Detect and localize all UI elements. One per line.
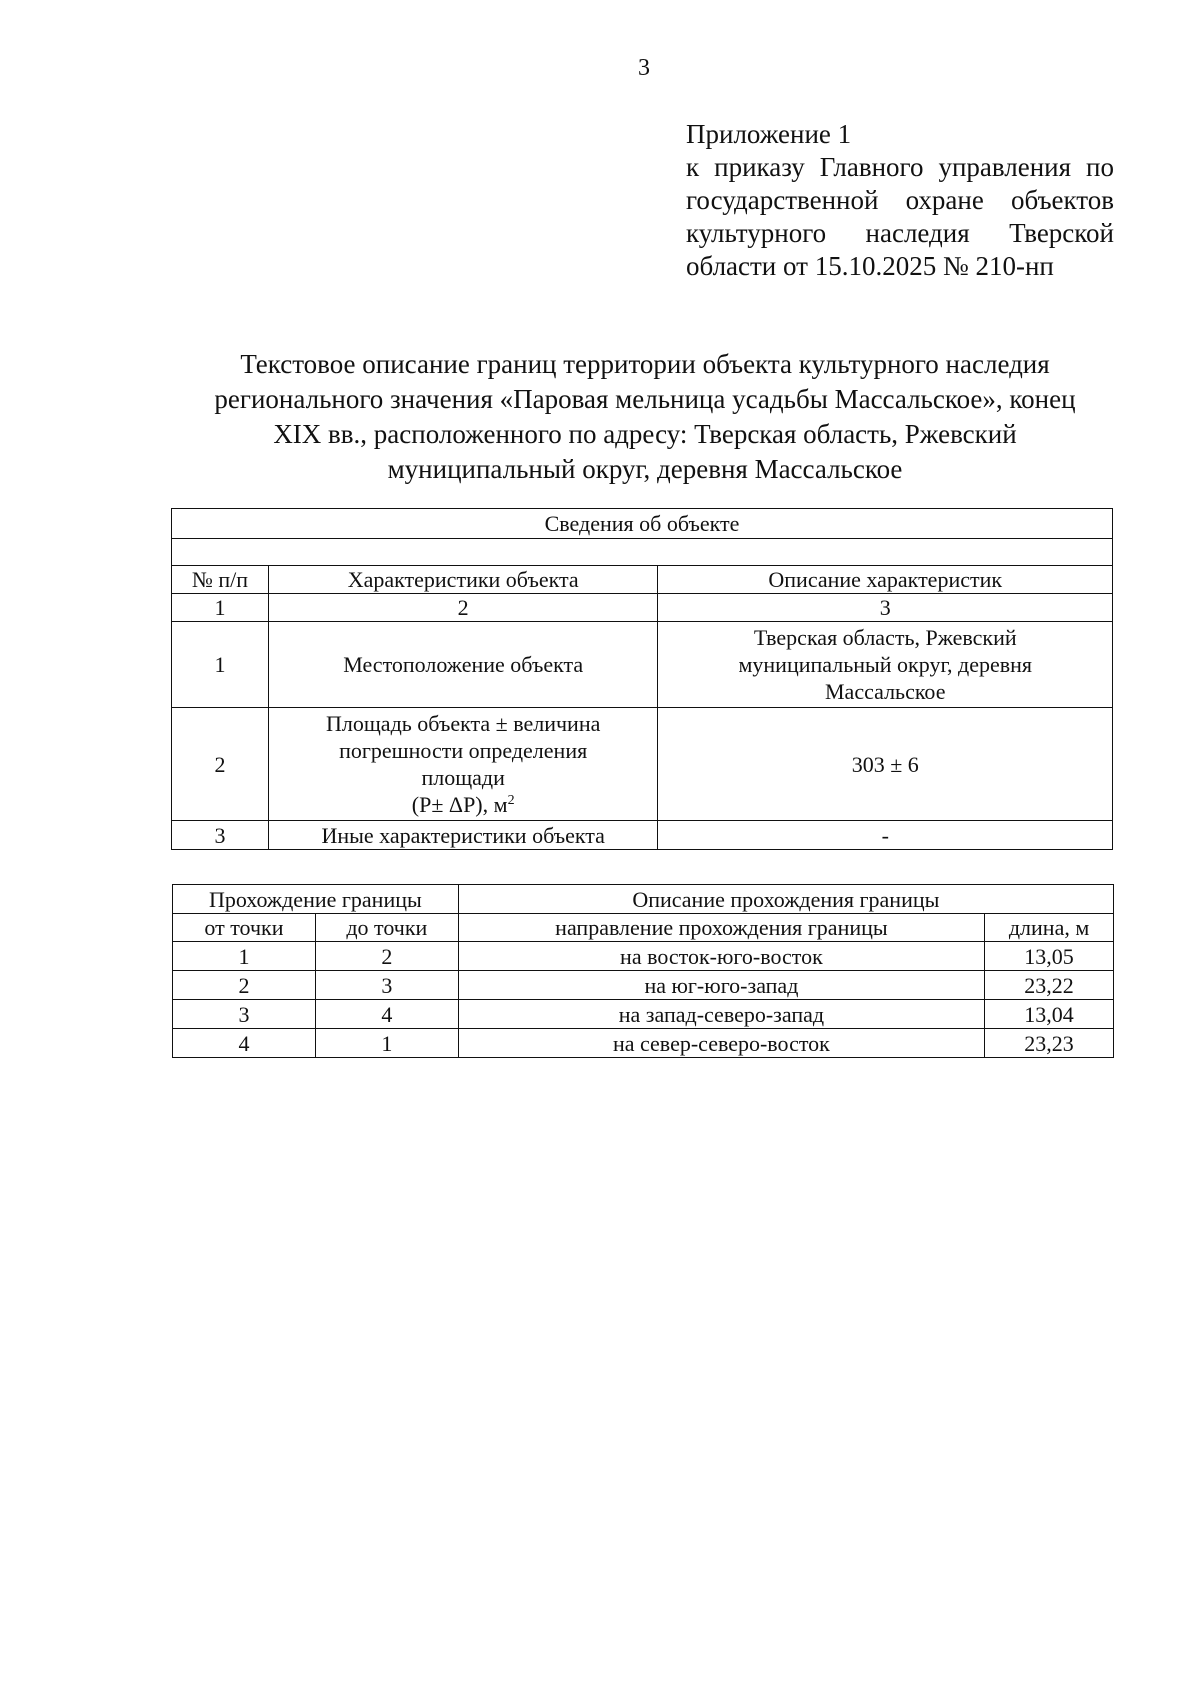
table-row [173, 942, 1114, 971]
characteristic-cell [268, 708, 658, 821]
length: 13,04 [985, 1000, 1114, 1029]
column-header: Описание характеристик [658, 566, 1113, 594]
direction: на север-северо-восток [458, 1029, 984, 1058]
table-header-row [173, 885, 1114, 914]
column-numbering-row [172, 594, 1113, 622]
direction: на запад-северо-запад [458, 1000, 984, 1029]
column-number: 1 [172, 594, 269, 622]
length: 23,22 [985, 971, 1114, 1000]
appendix-line: области от 15.10.2025 № 210-нп [686, 251, 1054, 281]
description-text: Тверская область, Ржевский [753, 625, 1017, 650]
table-row [173, 1029, 1114, 1058]
characteristic-cell [268, 821, 658, 850]
length: 13,05 [985, 942, 1114, 971]
column-number: 2 [268, 594, 658, 622]
to-point: 4 [315, 1000, 458, 1029]
appendix-line: культурного наследия Тверской [686, 218, 1114, 248]
table-header-row [172, 566, 1113, 594]
column-header: № п/п [172, 566, 269, 594]
column-header: до точки [315, 914, 458, 942]
characteristic-text: Местоположение объекта [343, 652, 584, 677]
object-info-table [171, 508, 1113, 850]
description-text: Массальское [825, 679, 946, 704]
from-point: 2 [173, 971, 316, 1000]
document-title [170, 347, 1120, 487]
table-subheader-row [173, 914, 1114, 942]
row-number: 2 [172, 708, 269, 821]
row-number: 1 [172, 622, 269, 708]
page-number: 3 [638, 55, 650, 81]
table-row [172, 821, 1113, 850]
characteristic-text: погрешности определения [339, 738, 588, 763]
area-formula-superscript: 2 [507, 793, 515, 808]
table-empty-cell [172, 539, 1113, 566]
table-caption: Сведения об объекте [172, 509, 1113, 539]
table-row [173, 1000, 1114, 1029]
group-header: Прохождение границы [173, 885, 459, 914]
table-row [172, 622, 1113, 708]
table-caption-row [172, 509, 1113, 539]
appendix-title: Приложение 1 [686, 119, 852, 149]
description-text: муниципальный округ, деревня [738, 652, 1032, 677]
table-row [173, 971, 1114, 1000]
row-number: 3 [172, 821, 269, 850]
title-line: Текстовое описание границ территории объекта культурного наследия [240, 349, 1050, 379]
description-cell [658, 622, 1113, 708]
column-header: Характеристики объекта [268, 566, 658, 594]
appendix-block [686, 118, 1114, 283]
description-text: - [881, 822, 889, 848]
title-line: регионального значения «Паровая мельница усадьбы Массальское», конец [214, 384, 1076, 414]
description-cell [658, 708, 1113, 821]
column-header: направление прохождения границы [458, 914, 984, 942]
characteristic-text: площади [421, 765, 505, 790]
direction: на юг-юго-запад [458, 971, 984, 1000]
description-cell [658, 821, 1113, 850]
direction: на восток-юго-восток [458, 942, 984, 971]
to-point: 1 [315, 1029, 458, 1058]
column-header: длина, м [985, 914, 1114, 942]
to-point: 3 [315, 971, 458, 1000]
from-point: 1 [173, 942, 316, 971]
table-row [172, 708, 1113, 821]
description-text: 303 ± 6 [851, 751, 919, 777]
column-header: от точки [173, 914, 316, 942]
from-point: 4 [173, 1029, 316, 1058]
column-number: 3 [658, 594, 1113, 622]
characteristic-text: Иные характеристики объекта [321, 822, 605, 848]
characteristic-text: Площадь объекта ± величина [326, 711, 601, 736]
length: 23,23 [985, 1029, 1114, 1058]
area-formula [273, 791, 654, 818]
group-header: Описание прохождения границы [458, 885, 1113, 914]
from-point: 3 [173, 1000, 316, 1029]
table-spacer-row [172, 539, 1113, 566]
appendix-line: к приказу Главного управления по [686, 152, 1114, 182]
to-point: 2 [315, 942, 458, 971]
appendix-line: государственной охране объектов [686, 185, 1114, 215]
title-line: муниципальный округ, деревня Массальское [387, 454, 903, 484]
boundary-table [172, 884, 1114, 1058]
title-line: XIX вв., расположенного по адресу: Тверская область, Ржевский [273, 419, 1017, 449]
area-formula-text: (P± ΔP), м [411, 792, 508, 817]
characteristic-cell [268, 622, 658, 708]
